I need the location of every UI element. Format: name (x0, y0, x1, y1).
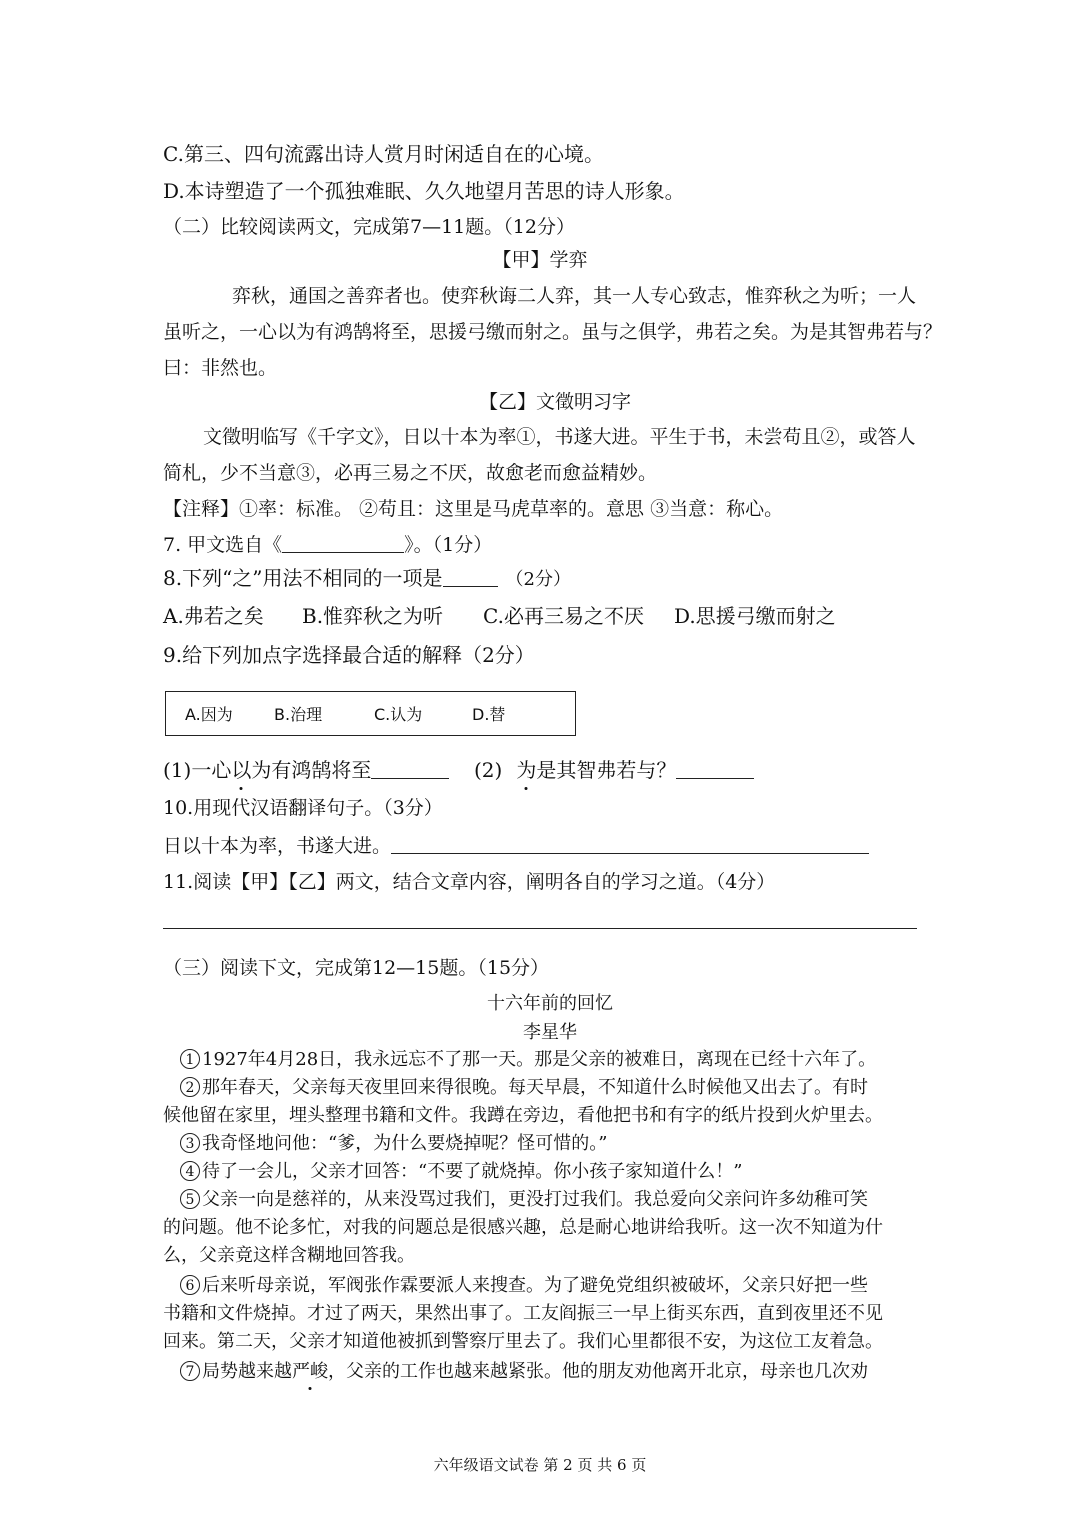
paragraph-number-3: 3 (180, 1133, 200, 1153)
question-7 (163, 532, 492, 557)
question-9-option-c: C.认为 (374, 705, 423, 724)
paragraph-3-text: 我奇怪地问他：“爹，为什么要烧掉呢？怪可惜的。” (202, 1133, 608, 1154)
question-10-sentence: 日以十本为率，书遂大进。 (163, 835, 392, 857)
paragraph-number-2: 2 (180, 1077, 200, 1097)
question-10: 10.用现代汉语翻译句子。（3分） (163, 797, 443, 819)
passage-jia-line-3: 曰：非然也。 (163, 357, 278, 379)
question-10-sentence-line (163, 833, 869, 858)
paragraph-5-line-1 (180, 1188, 868, 1212)
q9-sub2-number: (2) (474, 758, 503, 782)
question-10-answer-blank[interactable] (391, 833, 869, 854)
paragraph-6-text-a: 后来听母亲说，军阀张作霖要派人来搜查。为了避免党组织被破坏，父亲只好把一些 (202, 1275, 868, 1296)
paragraph-2-line-1 (180, 1076, 868, 1100)
passage-yi-title: 【乙】文徵明习字 (478, 391, 631, 413)
paragraph-number-6: 6 (180, 1275, 200, 1295)
q9-sub1-dotted-char: 以 (231, 758, 252, 782)
q9-sub2-answer-blank[interactable] (676, 758, 754, 779)
q9-sub2-suffix: 是其智弗若与？ (536, 758, 677, 782)
question-9-sub-1 (163, 758, 449, 782)
paragraph-1-text: 1927年4月28日，我永远忘不了那一天。那是父亲的被难日，离现在已经十六年了。 (202, 1049, 877, 1070)
paragraph-6-line-1 (180, 1274, 868, 1298)
option-c-text: C.第三、四句流露出诗人赏月时闲适自在的心境。 (163, 142, 604, 166)
question-8-option-c: C.必再三易之不厌 (483, 604, 644, 628)
q9-sub1-suffix: 为有鸿鹄将至 (251, 758, 372, 782)
page-footer: 六年级语文试卷 第 2 页 共 6 页 (433, 1456, 647, 1474)
annotation-notes: 【注释】①率：标准。 ②苟且：这里是马虎草率的。意思 ③当意：称心。 (163, 498, 784, 520)
q9-sub2-dotted-char: 为 (516, 758, 537, 782)
question-8-score: （2分） (505, 569, 571, 590)
passage-yi-line-1: 文徵明临写《千字文》，日以十本为率①，书遂大进。平生于书，未尝苟且②，或答人 (203, 426, 916, 448)
question-8-option-b: B.惟弈秋之为听 (302, 604, 444, 628)
section-2-heading: （二）比较阅读两文，完成第7—11题。（12分） (163, 216, 575, 238)
question-9-sub-2 (474, 758, 754, 782)
paragraph-number-4: 4 (180, 1161, 200, 1181)
paragraph-2-line-2: 候他留在家里，埋头整理书籍和文件。我蹲在旁边，看他把书和有字的纸片投到火炉里去。 (163, 1105, 883, 1126)
paragraph-4 (180, 1160, 742, 1184)
passage-jia-title: 【甲】学弈 (492, 249, 588, 271)
question-11: 11.阅读【甲】【乙】两文，结合文章内容，阐明各自的学习之道。（4分） (163, 871, 776, 893)
story-title: 十六年前的回忆 (487, 993, 613, 1014)
q9-sub1-answer-blank[interactable] (371, 758, 449, 779)
paragraph-7-line-1 (180, 1360, 868, 1384)
paragraph-6-line-2: 书籍和文件烧掉。才过了两天，果然出事了。工友阎振三一早上街买东西，直到夜里还不见 (163, 1303, 883, 1324)
section-3-heading: （三）阅读下文，完成第12—15题。（15分） (163, 957, 550, 979)
paragraph-2-text-a: 那年春天，父亲每天夜里回来得很晚。每天早晨，不知道什么时候他又出去了。有时 (202, 1077, 868, 1098)
question-9-option-d: D.替 (472, 705, 506, 724)
passage-jia-line-1: 弈秋，通国之善弈者也。使弈秋诲二人弈，其一人专心致志，惟弈秋之为听；一人 (232, 285, 917, 307)
question-9-options-box (165, 691, 576, 736)
paragraph-5-line-3: 么，父亲竟这样含糊地回答我。 (163, 1245, 415, 1266)
paragraph-number-5: 5 (180, 1189, 200, 1209)
q9-sub1-prefix: (1)一心 (163, 758, 232, 782)
question-8 (163, 566, 571, 592)
question-7-text: 7. 甲文选自《 (163, 534, 283, 556)
passage-jia-line-2: 虽听之，一心以为有鸿鹄将至，思援弓缴而射之。虽与之俱学，弗若之矣。为是其智弗若与？ (163, 321, 943, 343)
paragraph-5-text-a: 父亲一向是慈祥的，从来没骂过我们，更没打过我们。我总爱向父亲问许多幼稚可笑 (202, 1189, 868, 1210)
paragraph-1 (180, 1048, 876, 1072)
question-11-answer-line[interactable] (163, 928, 917, 929)
paragraph-4-text: 待了一会儿，父亲才回答：“不要了就烧掉。你小孩子家知道什么！” (202, 1161, 743, 1182)
story-author: 李星华 (523, 1022, 577, 1043)
paragraph-5-line-2: 的问题。他不论多忙，对我的问题总是很感兴趣，总是耐心地讲给我听。这一次不知道为什 (163, 1217, 883, 1238)
question-8-text: 8.下列“之”用法不相同的一项是 (163, 566, 443, 590)
paragraph-7-suffix: ，父亲的工作也越来越紧张。他的朋友劝他离开北京，母亲也几次劝 (328, 1361, 868, 1382)
paragraph-number-7: 7 (180, 1361, 200, 1381)
question-8-option-d: D.思援弓缴而射之 (674, 604, 836, 628)
paragraph-3 (180, 1132, 607, 1156)
question-7-score: 》。（1分） (404, 534, 493, 556)
question-9: 9.给下列加点字选择最合适的解释（2分） (163, 643, 535, 667)
question-8-answer-blank[interactable] (443, 566, 498, 587)
question-9-option-b: B.治理 (274, 705, 323, 724)
paragraph-7-dotted-words: 严峻 (292, 1361, 328, 1382)
paragraph-number-1: 1 (180, 1049, 200, 1069)
paragraph-6-line-3: 回来。第二天，父亲才知道他被抓到警察厅里去了。我们心里都很不安，为这位工友着急。 (163, 1331, 883, 1352)
question-9-option-a: A.因为 (185, 705, 233, 724)
paragraph-7-prefix: 局势越来越 (202, 1361, 292, 1382)
question-7-answer-blank[interactable] (282, 532, 404, 553)
option-d-text: D.本诗塑造了一个孤独难眠、久久地望月苦思的诗人形象。 (163, 179, 685, 203)
question-8-option-a: A.弗若之矣 (163, 604, 264, 628)
passage-yi-line-2: 简札，少不当意③，必再三易之不厌，故愈老而愈益精妙。 (163, 462, 658, 484)
